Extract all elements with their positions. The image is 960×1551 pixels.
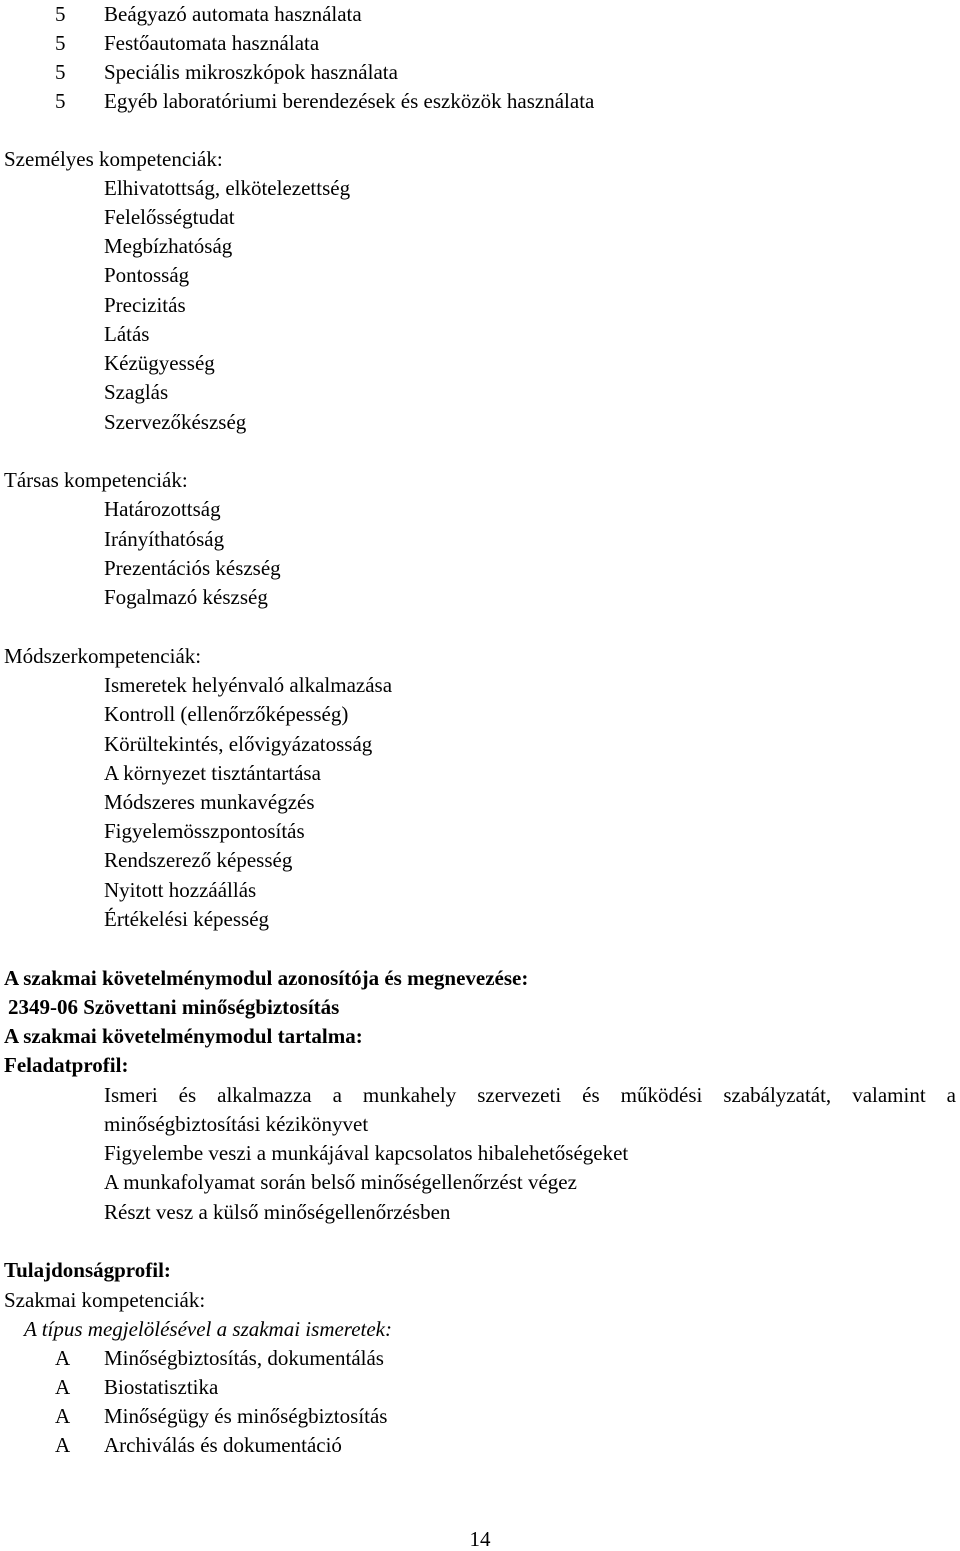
item-text: Egyéb laboratóriumi berendezések és eszközök használata xyxy=(104,89,595,113)
task-item: A munkafolyamat során belső minőségellenőrzést végez xyxy=(104,1170,577,1194)
list-item: Felelősségtudat xyxy=(104,205,235,229)
list-item: Elhivatottság, elkötelezettség xyxy=(104,176,351,200)
list-item xyxy=(0,89,960,113)
level-code: 5 xyxy=(55,31,66,55)
list-item xyxy=(0,31,960,55)
list-item: Határozottság xyxy=(104,497,221,521)
list-item xyxy=(0,1346,960,1370)
method-heading: Módszerkompetenciák: xyxy=(4,644,202,668)
item-text: Minőségbiztosítás, dokumentálás xyxy=(104,1346,384,1370)
personal-heading: Személyes kompetenciák: xyxy=(4,147,223,171)
level-code: 5 xyxy=(55,60,66,84)
task-item: Részt vesz a külső minőségellenőrzésben xyxy=(104,1200,451,1224)
list-item: Módszeres munkavégzés xyxy=(104,790,315,814)
list-item xyxy=(0,1433,960,1457)
list-item: Fogalmazó készség xyxy=(104,585,268,609)
list-item: Kontroll (ellenőrzőképesség) xyxy=(104,702,349,726)
task-item-continuation: minőségbiztosítási kézikönyvet xyxy=(104,1112,369,1136)
social-heading: Társas kompetenciák: xyxy=(4,468,188,492)
list-item: A környezet tisztántartása xyxy=(104,761,321,785)
module-content-heading: A szakmai követelménymodul tartalma: xyxy=(4,1024,363,1048)
list-item: Körültekintés, elővigyázatosság xyxy=(104,732,373,756)
module-id-value: 2349-06 Szövettani minőségbiztosítás xyxy=(8,995,340,1019)
page-number: 14 xyxy=(469,1527,491,1551)
knowledge-heading: A típus megjelölésével a szakmai ismeretek: xyxy=(24,1317,392,1341)
item-text: Festőautomata használata xyxy=(104,31,320,55)
item-text: Speciális mikroszkópok használata xyxy=(104,60,398,84)
task-profile-heading: Feladatprofil: xyxy=(4,1053,129,1077)
list-item: Figyelemösszpontosítás xyxy=(104,819,305,843)
list-item: Pontosság xyxy=(104,263,190,287)
property-profile-heading: Tulajdonságprofil: xyxy=(4,1258,171,1282)
level-code: 5 xyxy=(55,2,66,26)
level-code: 5 xyxy=(55,89,66,113)
list-item xyxy=(0,1375,960,1399)
item-text: Minőségügy és minőségbiztosítás xyxy=(104,1404,388,1428)
task-item: Ismeri és alkalmazza a munkahely szervezeti és működési szabályzatát, valamint a xyxy=(104,1083,956,1107)
list-item: Rendszerező képesség xyxy=(104,848,293,872)
list-item: Precizitás xyxy=(104,293,186,317)
list-item: Szervezőkészség xyxy=(104,410,247,434)
list-item: Ismeretek helyénvaló alkalmazása xyxy=(104,673,393,697)
list-item xyxy=(0,1404,960,1428)
type-code: A xyxy=(55,1346,71,1370)
item-text: Beágyazó automata használata xyxy=(104,2,362,26)
task-item: Figyelembe veszi a munkájával kapcsolatos hibalehetőségeket xyxy=(104,1141,629,1165)
list-item: Szaglás xyxy=(104,380,169,404)
list-item: Megbízhatóság xyxy=(104,234,233,258)
type-code: A xyxy=(55,1404,71,1428)
type-code: A xyxy=(55,1433,71,1457)
module-id-heading: A szakmai követelménymodul azonosítója és megnevezése: xyxy=(4,966,529,990)
type-code: A xyxy=(55,1375,71,1399)
list-item: Értékelési képesség xyxy=(104,907,270,931)
list-item: Irányíthatóság xyxy=(104,527,225,551)
list-item xyxy=(0,2,960,26)
list-item xyxy=(0,60,960,84)
list-item: Látás xyxy=(104,322,150,346)
item-text: Archiválás és dokumentáció xyxy=(104,1433,342,1457)
item-text: Biostatisztika xyxy=(104,1375,219,1399)
list-item: Nyitott hozzáállás xyxy=(104,878,257,902)
list-item: Prezentációs készség xyxy=(104,556,281,580)
professional-heading: Szakmai kompetenciák: xyxy=(4,1288,206,1312)
list-item: Kézügyesség xyxy=(104,351,215,375)
